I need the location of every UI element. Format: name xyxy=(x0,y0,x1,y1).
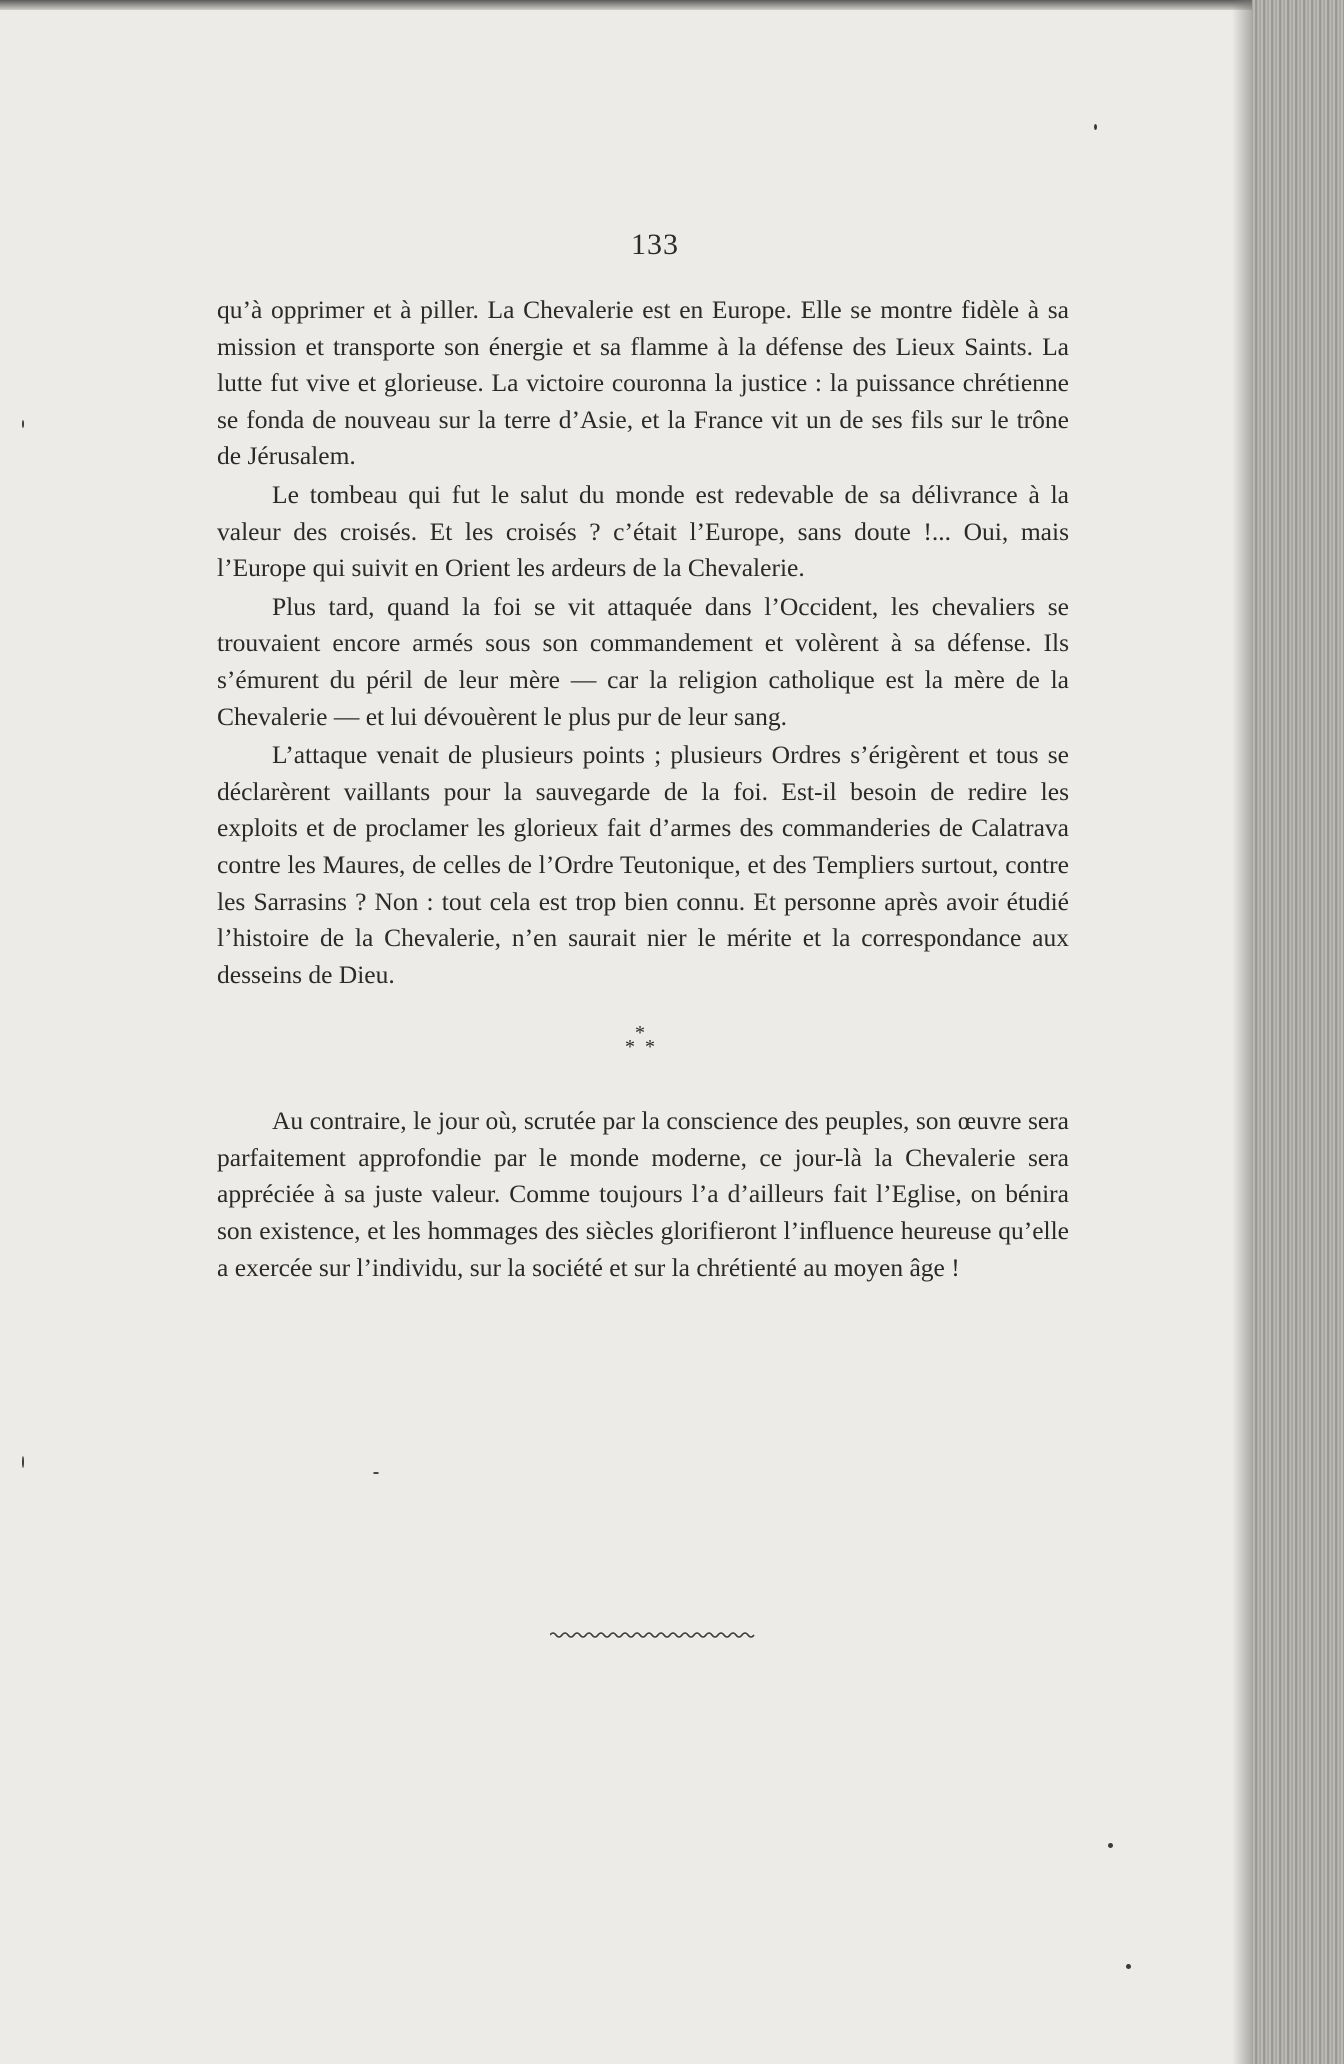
paragraph-1: qu’à opprimer et à piller. La Chevalerie est en Europe. Elle se montre fidèle à sa mission et transporte son énergie et sa flamme à la défense des Lieux Saints. La lutte fut vive et glorieuse. La victoire couronna la justice : la puissance chrétienne se fonda de nouveau sur la terre d’Asie, et la France vit un de ses fils sur le trône de Jérusalem. xyxy=(217,295,1069,471)
asterism-separator xyxy=(217,1011,1069,1073)
scan-speck xyxy=(1108,1843,1113,1848)
page-stack-edge xyxy=(1252,0,1344,2064)
asterism-star-top: * xyxy=(635,1022,645,1045)
asterism-star-right: * xyxy=(645,1036,655,1059)
scan-speck xyxy=(22,1456,24,1468)
scan-speck xyxy=(1126,1964,1131,1969)
paragraph-4: L’attaque venait de plusieurs points ; plusieurs Ordres s’érigèrent et tous se déclarèrent vaillants pour la sauvegarde de la foi. Est-il besoin de redire les exploits et de proclamer les glorieux fait d’armes des commanderies de Calatrava contre les Maures, de celles de l’Ordre Teutonique, et des Templiers surtout, contre les Sarrasins ? Non : tout cela est trop bien connu. Et personne après avoir étudié l’histoire de la Chevalerie, n’en saurait nier le mérite et la correspondance aux desseins de Dieu. xyxy=(217,740,1069,989)
paragraph-3: Plus tard, quand la foi se vit attaquée dans l’Occident, les chevaliers se trouvaient encore armés sous son commandement et volèrent à sa défense. Ils s’émurent du péril de leur mère — car la religion catholique est la mère de la Chevalerie — et lui dévouèrent le plus pur de leur sang. xyxy=(217,591,1069,731)
paragraph-2: Le tombeau qui fut le salut du monde est redevable de sa délivrance à la valeur des croisés. Et les croisés ? c’était l’Europe, sans doute !... Oui, mais l’Europe qui suivit en Orient les ardeurs de la Chevalerie. xyxy=(217,479,1069,583)
asterism-star-left: * xyxy=(625,1036,635,1059)
top-scan-edge xyxy=(0,0,1344,10)
scan-speck xyxy=(1094,124,1097,130)
scan-speck xyxy=(22,420,24,428)
closing-paragraph: Au contraire, le jour où, scrutée par la conscience des peuples, son œuvre sera parfaitement approfondie par le monde moderne, ce jour-là la Chevalerie sera appréciée à sa juste valeur. Comme toujours l’a d’ailleurs fait l’Eglise, on bénira son existence, et les hommages des siècles glorifieront l’influence heureuse qu’elle a exercée sur l’individu, sur la société et sur la chrétienté au moyen âge ! xyxy=(217,1106,1069,1282)
page-number: 133 xyxy=(631,228,679,261)
binding-shadow xyxy=(1232,0,1252,2064)
body-text xyxy=(217,292,1069,1288)
scan-speck xyxy=(373,1472,379,1474)
decorative-wavy-rule xyxy=(550,1630,755,1640)
